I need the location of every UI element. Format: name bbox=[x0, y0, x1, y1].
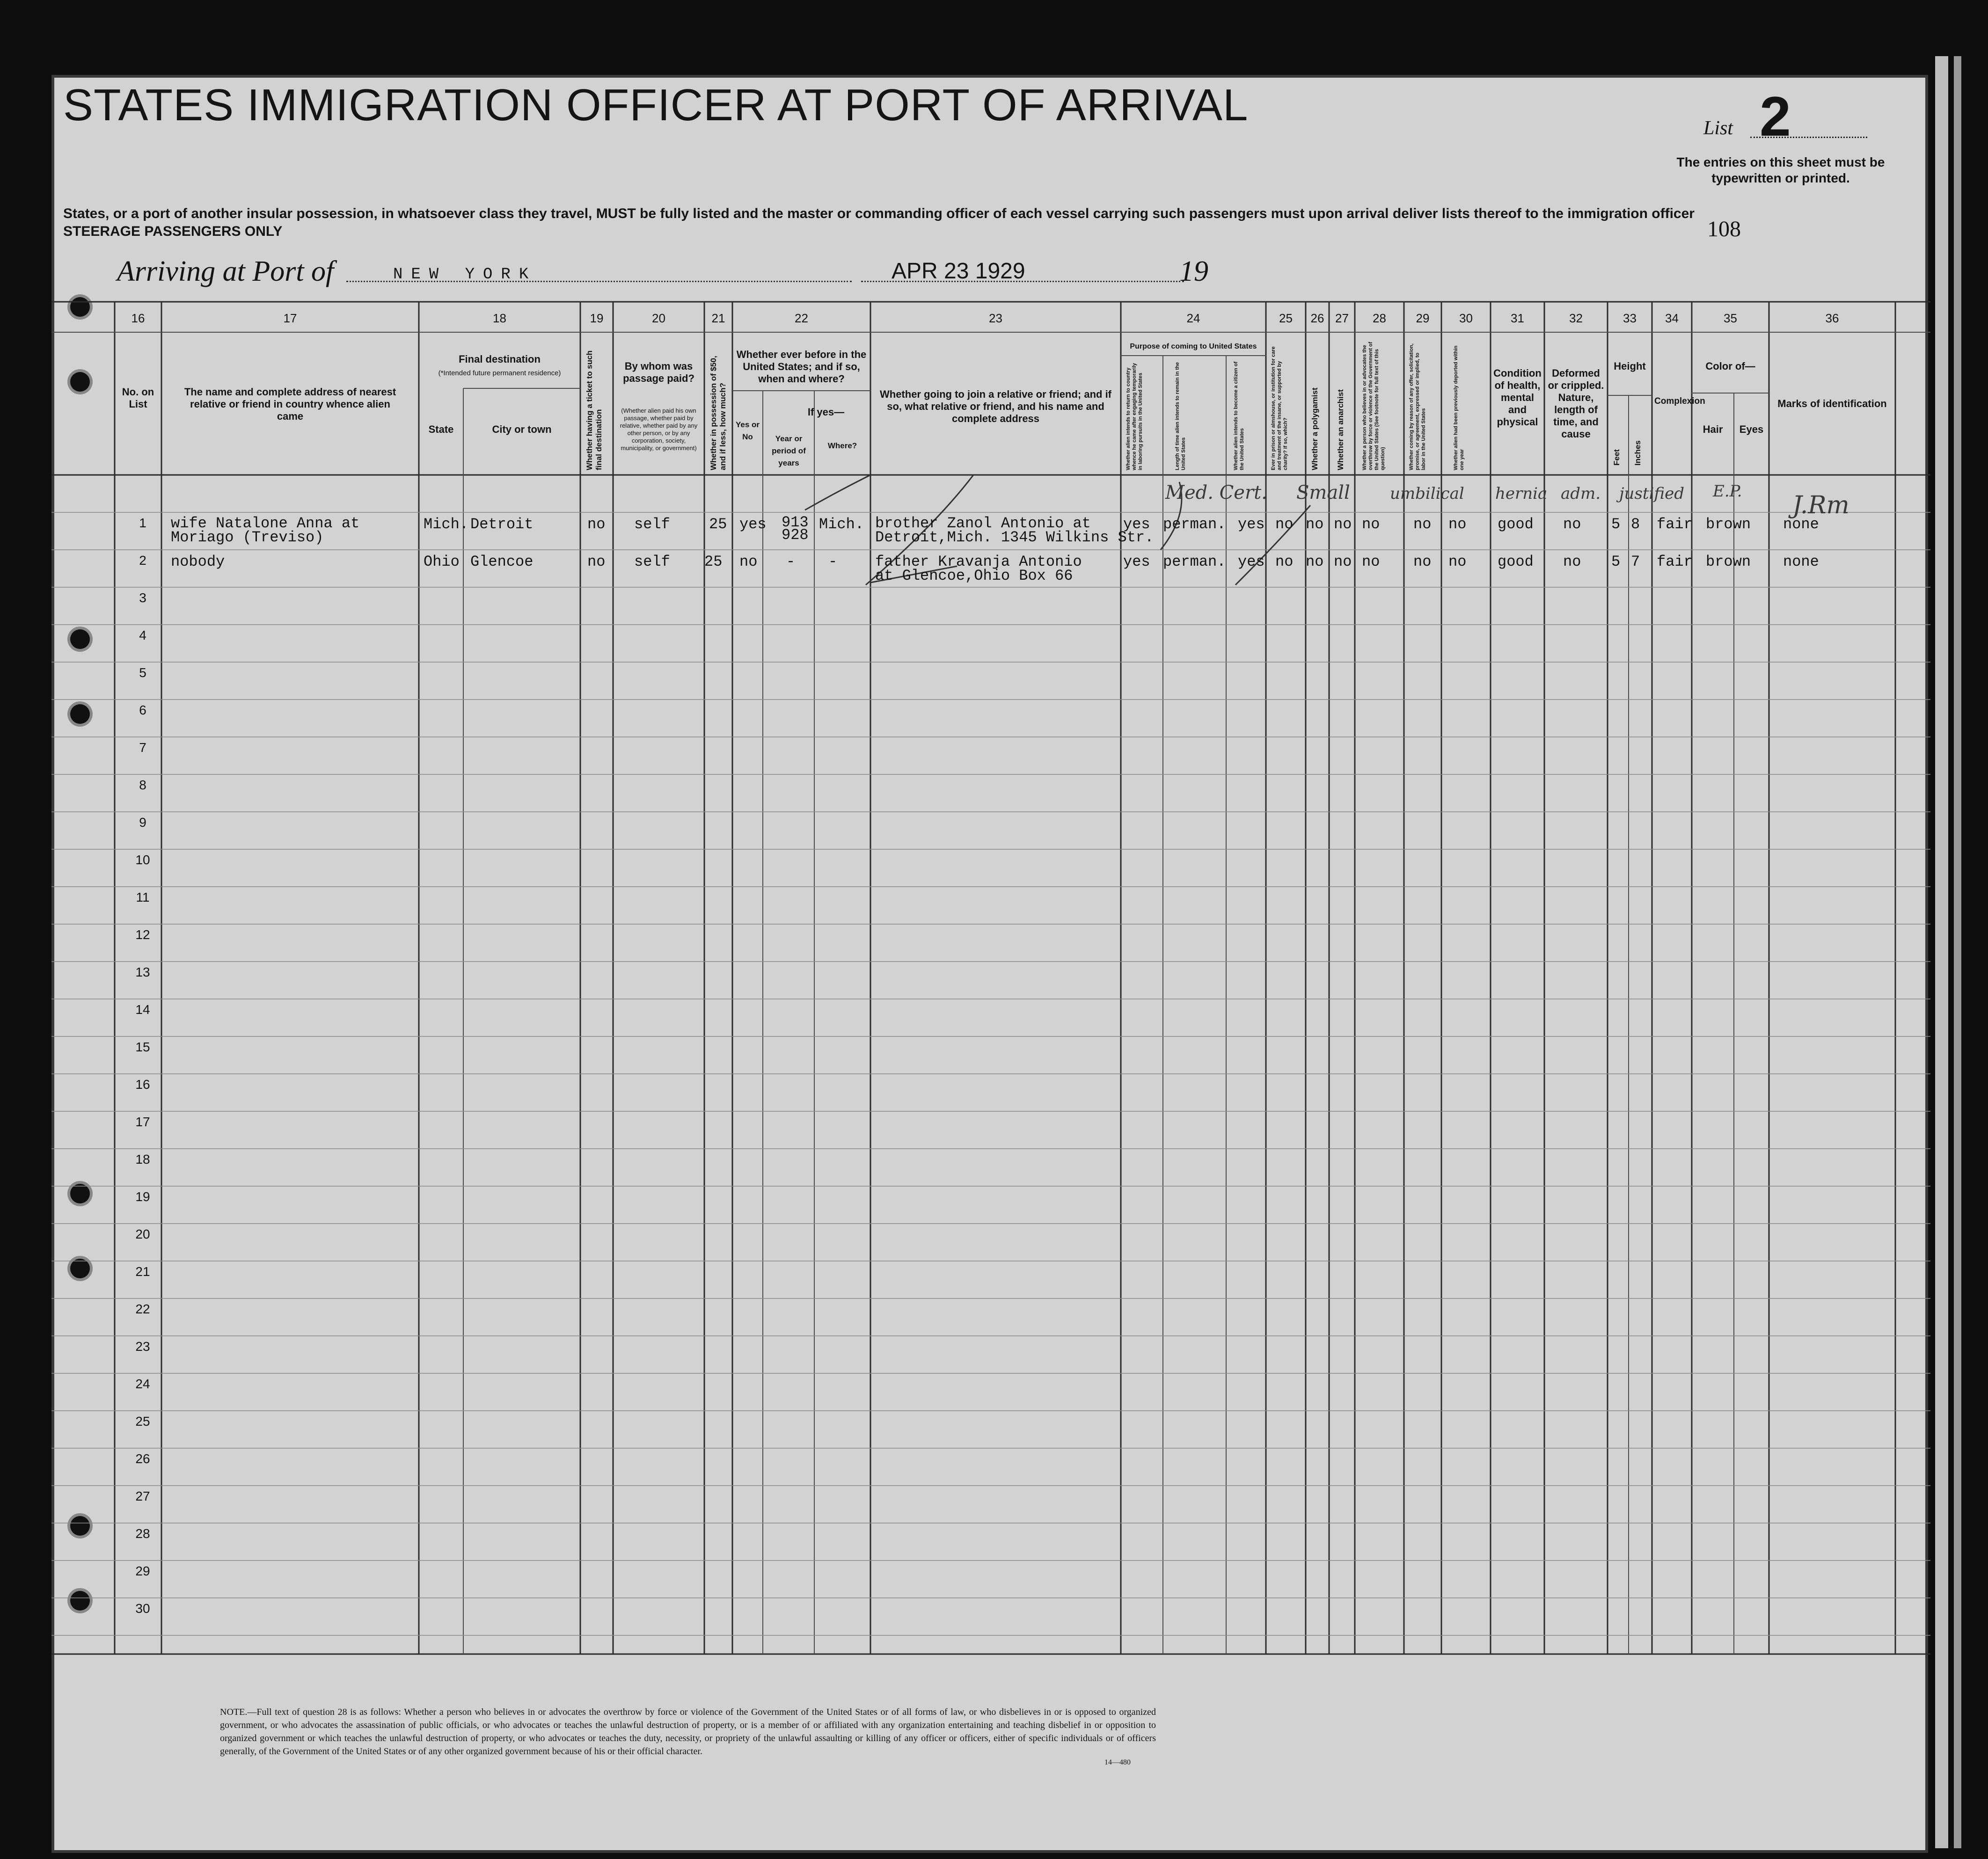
row1-city: Detroit bbox=[470, 516, 534, 533]
row2-where: - bbox=[828, 553, 838, 570]
row1-joining: Detroit,Mich. 1345 Wilkins Str. bbox=[875, 529, 1154, 546]
header-eyes: Eyes bbox=[1739, 423, 1764, 435]
row-number: 23 bbox=[135, 1339, 150, 1354]
header-return-intent: Whether alien intends to return to country whence he came after engaging temporarily in laboring pursuits in the United States bbox=[1126, 363, 1143, 470]
header-color-of: Color of— bbox=[1705, 360, 1755, 372]
header-no-on-list: No. on List bbox=[122, 386, 154, 410]
row1-prison: no bbox=[1275, 516, 1294, 533]
handwritten-ep: E.P. bbox=[1713, 482, 1742, 501]
row2-health: good bbox=[1498, 553, 1534, 570]
column-number: 31 bbox=[1511, 311, 1524, 325]
row2-hair: brown bbox=[1706, 553, 1751, 570]
row-number: 27 bbox=[135, 1489, 150, 1503]
header-state: State bbox=[428, 423, 454, 435]
row-number: 28 bbox=[135, 1526, 150, 1541]
row1-polygamist: no bbox=[1306, 516, 1324, 533]
row1-years: 913 bbox=[782, 514, 809, 531]
row-number: 17 bbox=[135, 1115, 150, 1129]
header-year: Year or period of years bbox=[772, 434, 806, 467]
row2-paid-by: self bbox=[634, 553, 670, 570]
row-number: 21 bbox=[135, 1264, 150, 1279]
row1-deported: no bbox=[1448, 516, 1467, 533]
row1-years: 928 bbox=[782, 526, 809, 544]
arriving-label: Arriving at Port of bbox=[117, 255, 334, 287]
row1-relative-address: Moriago (Treviso) bbox=[171, 529, 324, 546]
header-purpose: Purpose of coming to United States bbox=[1130, 343, 1257, 350]
header-deformed: Deformed or crippled. Nature, length of time, and cause bbox=[1548, 367, 1604, 440]
port-value: NEW YORK bbox=[393, 266, 537, 284]
column-number: 25 bbox=[1279, 311, 1293, 325]
form-title: STATES IMMIGRATION OFFICER AT PORT OF ARRIVAL bbox=[63, 80, 1249, 130]
form-number: 14—480 bbox=[1104, 1758, 1131, 1766]
header-hair: Hair bbox=[1703, 423, 1723, 435]
header-money: Whether in possession of $50, and if less, how much? bbox=[709, 356, 727, 470]
handwritten-small: Small bbox=[1296, 482, 1350, 503]
column-number: 26 bbox=[1310, 311, 1324, 325]
row1-joining: brother Zanol Antonio at bbox=[875, 515, 1091, 532]
sheet-number: 108 bbox=[1707, 217, 1741, 241]
header-marks: Marks of identification bbox=[1777, 398, 1887, 409]
handwritten-hernia: hernia bbox=[1495, 484, 1548, 503]
row2-deported: no bbox=[1448, 553, 1467, 570]
row2-return: yes bbox=[1123, 553, 1150, 570]
header-final-destination: Final destination bbox=[459, 353, 541, 365]
column-number: 24 bbox=[1186, 311, 1200, 325]
row-number: 20 bbox=[135, 1227, 150, 1241]
list-label: List bbox=[1703, 117, 1733, 139]
row2-length: perman. bbox=[1163, 553, 1226, 570]
row2-years: - bbox=[786, 553, 796, 570]
row1-relative-address: wife Natalone Anna at bbox=[171, 515, 360, 532]
row-number: 4 bbox=[139, 628, 146, 642]
column-number: 36 bbox=[1825, 311, 1839, 325]
row-number: 22 bbox=[135, 1302, 150, 1316]
header-city: City or town bbox=[492, 423, 552, 435]
row2-relative-address: nobody bbox=[171, 553, 225, 570]
row1-state: Mich. bbox=[424, 516, 469, 533]
row2-ticket: no bbox=[587, 553, 606, 570]
footnote-question-28: NOTE.—Full text of question 28 is as follows: Whether a person who believes in or advocates the overthrow by force or violence of the Government of the United States or of all forms of law, or who disbelieves in or is opposed to organized government, or who advocates the assassination of public officials, or who advocates or teaches the unlawful destruction of property, or is a member of or affiliated with any organization entertaining and teaching disbelief in or opposition to organized government or which teaches the unlawful destruction of property, or who advocates or teaches the duty, necessity, or propriety of the unlawful assaulting or killing of any officer or officers, either of specific individuals or of officers generally, of the Government of the United States or of any other organized government because of his or their official character. bbox=[220, 1707, 1156, 1757]
row1-offer: no bbox=[1413, 516, 1432, 533]
row1-length: perman. bbox=[1163, 516, 1226, 533]
row-number: 14 bbox=[135, 1002, 150, 1017]
row-number: 19 bbox=[135, 1189, 150, 1204]
header-feet: Feet bbox=[1612, 449, 1621, 466]
header-citizen-intent: Whether alien intends to become a citizen of the United States bbox=[1233, 361, 1245, 470]
row1-inches: 8 bbox=[1631, 516, 1640, 533]
row2-complexion: fair bbox=[1657, 553, 1693, 570]
row2-before-us: no bbox=[739, 553, 758, 570]
row1-complexion: fair bbox=[1657, 516, 1693, 533]
row1-paid-by: self bbox=[634, 516, 670, 533]
typewritten-instruction: The entries on this sheet must be typewritten or printed. bbox=[1676, 155, 1885, 185]
row-number: 16 bbox=[135, 1077, 150, 1092]
handwritten-med-cert: Med. Cert. bbox=[1165, 482, 1267, 503]
header-passage-paid: By whom was passage paid? bbox=[623, 360, 694, 384]
form-instruction-line: States, or a port of another insular possession, in whatsoever class they travel, MUST be fully listed and the master or commanding officer of each vessel carrying such passengers must upon arrival deliver lists thereof to the immigration officer bbox=[63, 206, 1695, 221]
column-number: 16 bbox=[131, 311, 145, 325]
row-number: 7 bbox=[139, 740, 146, 755]
header-complexion: Complexion bbox=[1654, 396, 1705, 406]
row2-citizen: yes bbox=[1238, 553, 1265, 570]
row1-health: good bbox=[1498, 516, 1534, 533]
handwritten-umbilical: umbilical bbox=[1390, 484, 1464, 503]
header-anarchist: Whether an anarchist bbox=[1336, 389, 1345, 470]
column-number: 21 bbox=[711, 311, 725, 325]
column-number: 18 bbox=[493, 311, 506, 325]
column-number: 29 bbox=[1416, 311, 1430, 325]
column-number: 19 bbox=[590, 311, 604, 325]
column-number: 33 bbox=[1623, 311, 1637, 325]
handwritten-justified: justified bbox=[1619, 484, 1684, 503]
header-overthrow: Whether a person who believes in or advocates the overthrow by force or violence of the Government of the United States (See footnote for full text of this question) bbox=[1362, 342, 1386, 470]
row2-city: Glencoe bbox=[470, 553, 534, 570]
row1-marks: none bbox=[1783, 516, 1819, 533]
header-ticket: Whether having a ticket to such final destination bbox=[585, 350, 603, 470]
row1-money: 25 bbox=[709, 516, 727, 533]
row1-citizen: yes bbox=[1238, 516, 1265, 533]
row-number: 18 bbox=[135, 1152, 150, 1166]
column-number: 34 bbox=[1665, 311, 1679, 325]
row-number: 24 bbox=[135, 1377, 150, 1391]
row1-return: yes bbox=[1123, 516, 1150, 533]
row2-deformed: no bbox=[1563, 553, 1581, 570]
handwritten-adm: adm. bbox=[1561, 484, 1601, 503]
column-number: 32 bbox=[1569, 311, 1583, 325]
column-number: 28 bbox=[1373, 311, 1386, 325]
row-number: 1 bbox=[139, 516, 146, 530]
row2-offer: no bbox=[1413, 553, 1432, 570]
header-deported: Whether alien had been previously deported within one year bbox=[1453, 345, 1465, 470]
header-labor-offer: Whether coming by reason of any offer, solicitation, promise, or agreement, expressed or implied, to labor in the United States bbox=[1409, 343, 1426, 470]
row2-prison: no bbox=[1275, 553, 1294, 570]
arrival-date-stamp: APR 23 1929 bbox=[892, 259, 1025, 284]
row-number: 15 bbox=[135, 1040, 150, 1054]
row-number: 9 bbox=[139, 815, 146, 830]
row-number: 12 bbox=[135, 927, 150, 942]
header-prison: Ever in prison or almshouse, or institution for care and treatment of the insane, or supported by charity? If so, which? bbox=[1271, 346, 1288, 470]
row-number: 2 bbox=[139, 553, 146, 568]
row-number: 6 bbox=[139, 703, 146, 717]
header-health: Condition of health, mental and physical bbox=[1493, 367, 1542, 428]
row-number: 11 bbox=[136, 890, 150, 904]
column-number: 27 bbox=[1335, 311, 1349, 325]
row-number: 29 bbox=[135, 1564, 150, 1578]
row2-feet: 5 bbox=[1611, 553, 1621, 570]
row1-deformed: no bbox=[1563, 516, 1581, 533]
column-number: 23 bbox=[989, 311, 1002, 325]
row-number: 3 bbox=[139, 591, 146, 605]
row2-marks: none bbox=[1783, 553, 1819, 570]
row1-where: Mich. bbox=[819, 516, 864, 533]
header-height: Height bbox=[1614, 360, 1646, 372]
column-number: 17 bbox=[283, 311, 297, 325]
row-number: 10 bbox=[135, 853, 150, 867]
row1-overthrow: no bbox=[1362, 516, 1380, 533]
row-number: 26 bbox=[135, 1451, 150, 1466]
row-number: 8 bbox=[139, 778, 146, 792]
header-polygamist: Whether a polygamist bbox=[1310, 387, 1319, 470]
row1-feet: 5 bbox=[1611, 516, 1621, 533]
row-number: 5 bbox=[139, 665, 146, 680]
row1-hair: brown bbox=[1706, 516, 1751, 533]
handwritten-initials: J.Rm bbox=[1792, 491, 1849, 519]
column-number: 20 bbox=[652, 311, 665, 325]
row2-inches: 7 bbox=[1631, 553, 1640, 570]
column-number: 30 bbox=[1459, 311, 1473, 325]
row-number: 30 bbox=[135, 1601, 150, 1616]
steerage-label: STEERAGE PASSENGERS ONLY bbox=[63, 224, 283, 239]
header-inches: Inches bbox=[1633, 440, 1642, 466]
header-where: Where? bbox=[827, 441, 857, 450]
header-passage-paid-sub: (Whether alien paid his own passage, whether paid by relative, whether paid by any other person, or by any corporation, society, municipality, or government) bbox=[620, 407, 698, 452]
row1-anarchist: no bbox=[1334, 516, 1352, 533]
row2-money: 25 bbox=[704, 553, 723, 570]
row2-overthrow: no bbox=[1362, 553, 1380, 570]
row1-ticket: no bbox=[587, 516, 606, 533]
row1-before-us: yes bbox=[739, 516, 767, 533]
year-prefix: 19 bbox=[1179, 255, 1208, 287]
header-nearest-relative: The name and complete address of nearest relative or friend in country whence alien came bbox=[184, 386, 396, 422]
row2-anarchist: no bbox=[1334, 553, 1352, 570]
header-length-of-stay: Length of time alien intends to remain in the United States bbox=[1175, 362, 1186, 470]
list-number: 2 bbox=[1760, 85, 1791, 148]
header-before-in-us: Whether ever before in the United States; and if so, when and where? bbox=[736, 349, 867, 385]
header-joining-relative: Whether going to join a relative or friend; and if so, what relative or friend, and his name and complete address bbox=[879, 388, 1112, 424]
row2-polygamist: no bbox=[1306, 553, 1324, 570]
row-number: 13 bbox=[135, 965, 150, 979]
header-if-yes: If yes— bbox=[807, 406, 845, 418]
column-number: 35 bbox=[1724, 311, 1737, 325]
row2-state: Ohio bbox=[424, 553, 460, 570]
header-final-destination-sub: (*Intended future permanent residence) bbox=[438, 369, 561, 377]
row2-joining: father Kravanja Antonio bbox=[875, 553, 1082, 570]
column-number: 22 bbox=[795, 311, 808, 325]
row2-joining: at Glencoe,Ohio Box 66 bbox=[875, 567, 1073, 584]
row-number: 25 bbox=[135, 1414, 150, 1429]
header-yes-no: Yes or No bbox=[735, 420, 760, 441]
